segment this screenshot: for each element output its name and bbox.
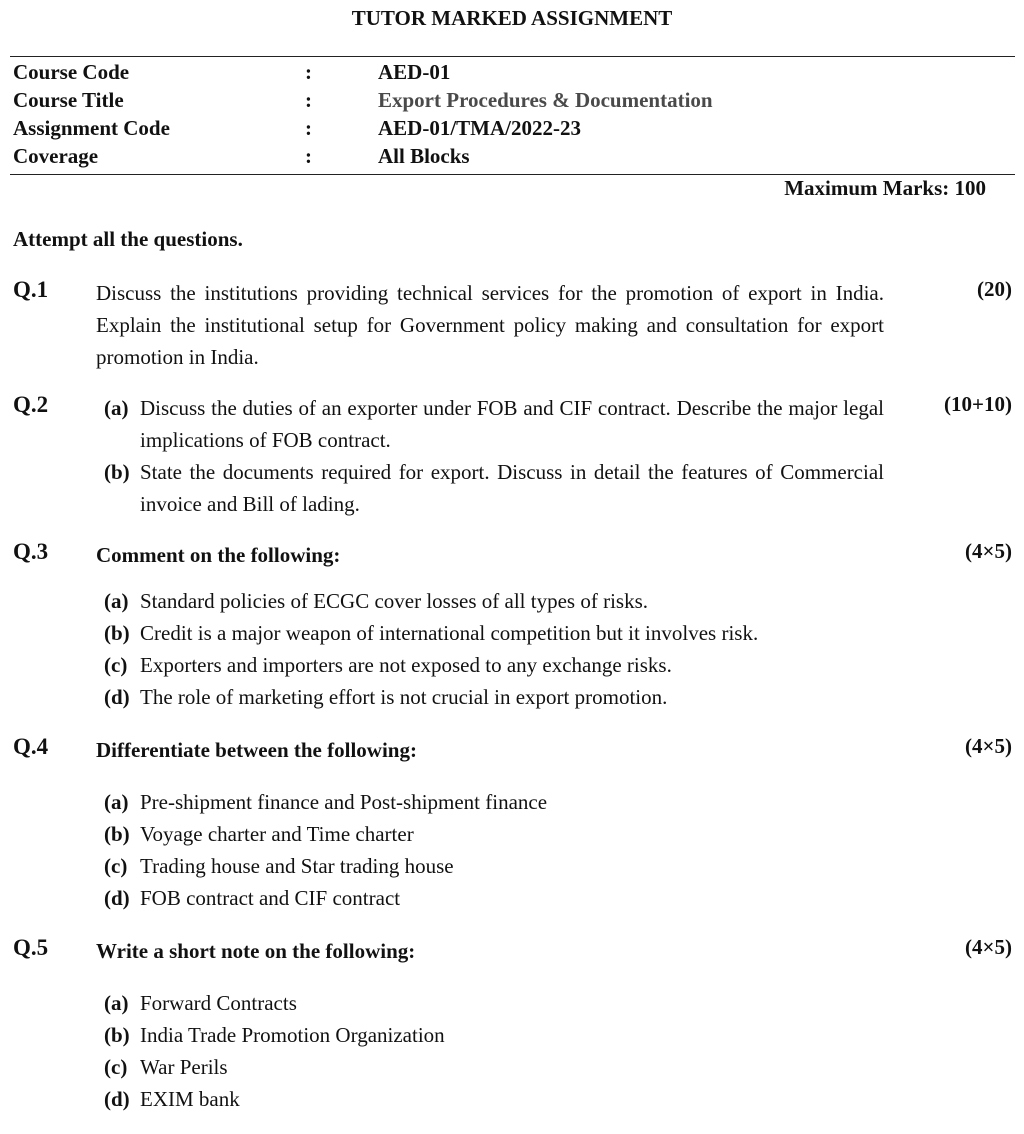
list-item xyxy=(104,617,884,649)
assignment-code-label: Assignment Code xyxy=(13,116,170,140)
coverage-label: Coverage xyxy=(13,144,99,168)
item-letter: (b) xyxy=(104,822,130,846)
item-letter: (b) xyxy=(104,460,130,484)
list-item xyxy=(104,882,884,914)
item-text: EXIM bank xyxy=(140,1087,240,1111)
sub-question-list xyxy=(104,392,884,520)
divider-top xyxy=(10,56,1015,57)
question-heading: Comment on the following: xyxy=(96,543,341,567)
course-title-colon: : xyxy=(305,88,312,112)
list-item xyxy=(104,1051,884,1083)
assignment-code-row xyxy=(13,116,1013,144)
question-text: Discuss the institutions providing technical services for the promotion of export in India. Explain the institutional setup for Government policy making and consultation for export promotion in India. xyxy=(96,281,884,369)
item-letter: (a) xyxy=(104,790,129,814)
list-item xyxy=(104,456,884,520)
course-code-row xyxy=(13,60,1013,88)
list-item xyxy=(104,392,884,456)
list-item xyxy=(104,987,884,1019)
list-item xyxy=(104,1019,884,1051)
list-item xyxy=(104,818,884,850)
item-text: War Perils xyxy=(140,1055,228,1079)
list-item xyxy=(104,585,884,617)
list-item xyxy=(104,786,884,818)
item-text: Discuss the duties of an exporter under FOB and CIF contract. Describe the major legal implications of FOB contract. xyxy=(140,396,884,452)
item-letter: (a) xyxy=(104,991,129,1015)
item-letter: (c) xyxy=(104,854,128,878)
item-text: Trading house and Star trading house xyxy=(140,854,454,878)
instructions: Attempt all the questions. xyxy=(13,227,243,251)
item-text: State the documents required for export. Discuss in detail the features of Commercial invoice and Bill of lading. xyxy=(140,460,884,516)
course-title-row xyxy=(13,88,1013,116)
item-letter: (d) xyxy=(104,1087,130,1111)
item-text: Pre-shipment finance and Post-shipment finance xyxy=(140,790,548,814)
item-text: Exporters and importers are not exposed to any exchange risks. xyxy=(140,653,672,677)
coverage-value: All Blocks xyxy=(378,144,470,168)
item-letter: (d) xyxy=(104,886,130,910)
item-letter: (b) xyxy=(104,621,130,645)
page-title: TUTOR MARKED ASSIGNMENT xyxy=(351,6,673,30)
course-code-value: AED-01 xyxy=(378,60,451,84)
list-item xyxy=(104,681,884,713)
question-marks: (10+10) xyxy=(944,392,1012,416)
sub-question-list xyxy=(104,585,884,713)
assignment-code-colon: : xyxy=(305,116,312,140)
item-letter: (a) xyxy=(104,589,129,613)
question-number: Q.5 xyxy=(13,935,49,960)
coverage-row xyxy=(13,144,1013,172)
question-marks: (4×5) xyxy=(965,935,1012,959)
maximum-marks: Maximum Marks: 100 xyxy=(784,176,986,200)
coverage-colon: : xyxy=(305,144,312,168)
item-text: Standard policies of ECGC cover losses of all types of risks. xyxy=(140,589,648,613)
divider-bottom xyxy=(10,174,1015,175)
course-title-label: Course Title xyxy=(13,88,124,112)
course-title-value: Export Procedures & Documentation xyxy=(378,88,713,112)
item-text: The role of marketing effort is not crucial in export promotion. xyxy=(140,685,668,709)
list-item xyxy=(104,1083,884,1115)
question-marks: (20) xyxy=(977,277,1012,301)
item-text: Forward Contracts xyxy=(140,991,297,1015)
item-text: FOB contract and CIF contract xyxy=(140,886,401,910)
item-letter: (d) xyxy=(104,685,130,709)
sub-question-list xyxy=(104,786,884,914)
item-text: India Trade Promotion Organization xyxy=(140,1023,445,1047)
item-letter: (c) xyxy=(104,653,128,677)
item-letter: (c) xyxy=(104,1055,128,1079)
question-heading: Write a short note on the following: xyxy=(96,939,416,963)
item-text: Credit is a major weapon of international competition but it involves risk. xyxy=(140,621,759,645)
question-number: Q.4 xyxy=(13,734,49,759)
question-number: Q.3 xyxy=(13,539,49,564)
question-heading: Differentiate between the following: xyxy=(96,738,417,762)
item-letter: (a) xyxy=(104,396,129,420)
course-code-label: Course Code xyxy=(13,60,130,84)
list-item xyxy=(104,850,884,882)
course-info-table xyxy=(13,60,1013,172)
course-code-colon: : xyxy=(305,60,312,84)
question-number: Q.2 xyxy=(13,392,49,417)
assignment-code-value: AED-01/TMA/2022-23 xyxy=(378,116,581,140)
list-item xyxy=(104,649,884,681)
item-text: Voyage charter and Time charter xyxy=(140,822,414,846)
sub-question-list xyxy=(104,987,884,1115)
question-marks: (4×5) xyxy=(965,734,1012,758)
item-letter: (b) xyxy=(104,1023,130,1047)
question-number: Q.1 xyxy=(13,277,49,302)
question-marks: (4×5) xyxy=(965,539,1012,563)
